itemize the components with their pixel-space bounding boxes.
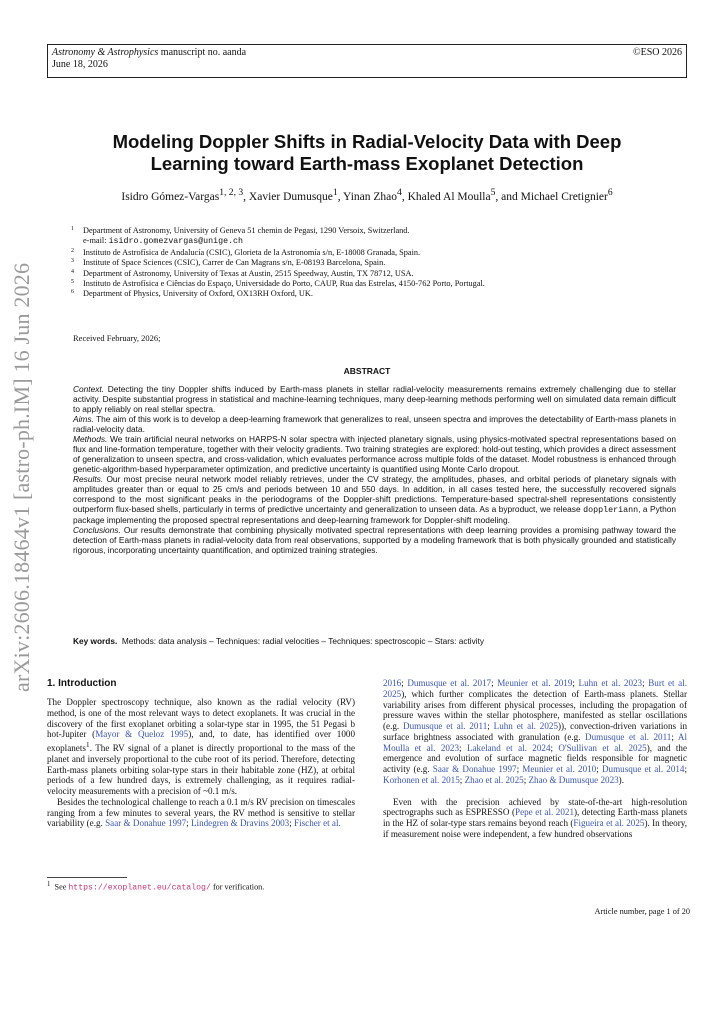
keywords-text: Methods: data analysis – Techniques: radial velocities – Techniques: spectroscopic – Stars: activity xyxy=(121,636,485,646)
affiliation-number: 3 xyxy=(71,258,74,265)
methods-text: We train artificial neural networks on HARPS-N solar spectra with injected planetary signals, using physics-motivated spectral representations based on flux and line-formation temperature, together with their velocity gradients. Two training strategies are explored: hold-out testing, which provides a direct assessment of generalization to unseen spectra, and cross-validation, which evaluates performance across multiple folds of the dataset. Model robustness is enhanced through genetic-algorithm-based hyperparameter optimization, and predictive uncertainty is quantified using Monte Carlo dropout. xyxy=(73,434,676,474)
citation-link[interactable]: Lindegren & Dravins 2003 xyxy=(190,818,290,829)
paragraph: 2016; Dumusque et al. 2017; Meunier et al. 2019; Luhn et al. 2023; Burt et al. 2025), which further complicates the detection of Earth-mass planets. Stellar variability arises from different physical processes, including the propagation of pressure waves within the stellar photosphere, manifested as stellar oscillations (e.g. Dumusque et al. 2011; Luhn et al. 2025)), convection-driven variations in surface brightness associated with granulation (e.g. Dumusque et al. 2011; Al Moulla et al. 2023; Lakeland et al. 2024; O'Sullivan et al. 2025), and the emergence and evolution of surface magnetic fields responsible for magnetic activity (e.g. Saar & Donahue 1997; Meunier et al. 2010; Dumusque et al. 2014; Korhonen et al. 2015; Zhao et al. 2025; Zhao & Dumusque 2023). xyxy=(383,678,688,785)
citation-link[interactable]: Mayor & Queloz 1995 xyxy=(95,729,189,740)
citation-link[interactable]: Korhonen et al. 2015 xyxy=(383,774,460,785)
text: Besides the technological challenge to reach a 0.1 m/s RV precision on timescales ranging from a few minutes to several years, the RV method is sensitive to stellar variability (e.g. xyxy=(47,796,355,829)
affiliation-number: 5 xyxy=(71,279,74,286)
results-label: Results. xyxy=(73,474,104,484)
text: ). In theory, if measurement noise were independent, a few hundred observations xyxy=(383,818,687,839)
affiliations xyxy=(73,226,673,300)
journal-header xyxy=(47,44,687,78)
header-date: June 18, 2026 xyxy=(52,59,108,70)
methods-label: Methods. xyxy=(73,434,108,444)
results-text-end: , a Python package implementing the proposed spectral representations and deep-learning framework for Doppler-shift modeling. xyxy=(73,504,676,525)
citation-link[interactable]: Zhao & Dumusque 2023 xyxy=(528,774,619,785)
author-name: Xavier Dumusque xyxy=(248,190,333,203)
author-affil: 4 xyxy=(397,187,402,198)
citation-link[interactable]: Al Moulla et al. 2023 xyxy=(383,731,687,753)
citation-link[interactable]: Figueira et al. 2025 xyxy=(573,818,645,828)
affiliation-email xyxy=(73,236,673,247)
copyright: ©ESO 2026 xyxy=(633,47,682,58)
text: ), which further complicates the detection of Earth-mass planets. Stellar variability arises from different physical processes, including the propagation of pressure waves within the stellar photosphere, manifested as stellar oscillations (e.g. xyxy=(383,688,687,731)
footnote-number: 1 xyxy=(47,881,51,888)
paragraph xyxy=(47,797,355,829)
author-affil: 6 xyxy=(607,187,613,198)
text: ). xyxy=(618,774,624,785)
author-name: Isidro Gómez-Vargas xyxy=(121,190,220,203)
affiliation-text: Instituto de Astrofísica de Andalucía (CSIC), Glorieta de la Astronomía s/n, E-18008 Granada, Spain. xyxy=(83,247,421,257)
citation-link[interactable]: Pepe et al. 2021 xyxy=(515,807,574,818)
affiliation-text: Instituto de Astrofísica e Ciências do Espaço, Universidade do Porto, CAUP, Rua das Estrelas, 4150-762 Porto, Portugal. xyxy=(83,279,485,289)
author-name: Michael Cretignier xyxy=(520,190,608,203)
citation-link[interactable]: Saar & Donahue 1997 xyxy=(105,818,187,829)
abstract-methods xyxy=(73,434,676,474)
abstract-aims xyxy=(73,414,676,434)
author-affil: 5 xyxy=(490,187,496,198)
text: ), detecting Earth-mass planets in the HZ of solar-type stars remains beyond reach ( xyxy=(383,807,687,828)
affiliation-number: 1 xyxy=(71,226,74,232)
header-left xyxy=(52,47,246,71)
footnote-url-link[interactable]: https://exoplanet.eu/catalog/ xyxy=(68,883,211,893)
citation-link[interactable]: Saar & Donahue 1997 xyxy=(432,764,517,774)
email-link[interactable]: isidro.gomezvargas@unige.ch xyxy=(108,237,244,247)
package-name: doppleriann xyxy=(583,505,639,515)
citation-link[interactable]: Fischer et al. xyxy=(294,818,341,829)
text: ; xyxy=(186,818,191,829)
citation-link[interactable]: Burt et al. 2025 xyxy=(383,678,687,699)
citation-link[interactable]: Dumusque et al. 2014 xyxy=(601,764,685,774)
received-date: Received February, 2026; xyxy=(73,333,161,343)
paper-title xyxy=(60,131,674,175)
affiliation-number: 4 xyxy=(71,268,74,275)
footnote xyxy=(47,881,355,893)
citation-link[interactable]: Meunier et al. 2019 xyxy=(497,678,573,688)
conclusions-text: Our results demonstrate that combining physically motivated spectral representations with deep learning provides a promising pathway toward the detection of Earth-mass planets in radial-velocity data from real observations, supported by a modeling framework that is both physically grounded and statistically rigorous, incorporating uncertainty quantification, and optimized training strategies. xyxy=(73,525,676,555)
email-label: e-mail: xyxy=(83,236,109,246)
journal-name: Astronomy & Astrophysics xyxy=(52,47,159,58)
text: )), convection-driven variations in surface brightness associated with granulation (e.g. xyxy=(383,721,687,742)
affiliation xyxy=(73,226,673,236)
citation-link[interactable]: Meunier et al. 2010 xyxy=(522,764,597,774)
citation-link[interactable]: Lakeland et al. 2024 xyxy=(466,742,551,753)
citation-link[interactable]: Dumusque et al. 2011 xyxy=(585,731,672,742)
affiliation xyxy=(73,289,673,299)
affiliation-text: Department of Astronomy, University of Texas at Austin, 2515 Speedway, Austin, TX 78712, USA. xyxy=(83,268,414,278)
citation-link[interactable]: Dumusque et al. 2017 xyxy=(407,678,492,688)
title-line-2: Learning toward Earth-mass Exoplanet Detection xyxy=(150,153,584,174)
citation-link[interactable]: Zhao et al. 2025 xyxy=(464,774,524,785)
text: Even with the precision achieved by state-of-the-art high-resolution spectrographs such as ESPRESSO ( xyxy=(383,796,687,818)
affiliation xyxy=(73,248,673,258)
page-number: Article number, page 1 of 20 xyxy=(594,907,690,916)
citation-link[interactable]: Luhn et al. 2023 xyxy=(578,678,643,688)
author-separator: , and xyxy=(495,190,521,203)
affiliation-text: Institute of Space Sciences (CSIC), Carrer de Can Magrans s/n, E-08193 Barcelona, Spain. xyxy=(83,258,386,268)
abstract-context xyxy=(73,384,676,414)
author-affil: 1 xyxy=(332,187,338,198)
context-text: Detecting the tiny Doppler shifts induced by Earth-mass planets in stellar radial-velocity measurements remains extremely challenging due to stellar activity. Despite substantial progress in statistical and machine-learning techniques, many deep-learning methods performing well on simulated data remain difficult to apply reliably on real stellar spectra. xyxy=(73,384,676,414)
abstract-heading: ABSTRACT xyxy=(343,366,391,376)
paragraph xyxy=(47,697,355,797)
abstract-results xyxy=(73,474,676,525)
text: The Doppler spectroscopy technique, also known as the radial velocity (RV) method, is one of the most relevant ways to detect exoplanets. It was crucial in the discovery of the first exoplanet orbiting a solar-type star in 1995, the 51 Pegasi b hot-Jupiter ( xyxy=(47,697,355,740)
affiliation-text: Department of Physics, University of Oxford, OX13RH Oxford, UK. xyxy=(83,289,313,299)
citation-link[interactable]: Dumusque et al. 2011 xyxy=(403,721,488,731)
conclusions-label: Conclusions. xyxy=(73,525,121,535)
affiliation xyxy=(73,269,673,279)
aims-text: The aim of this work is to develop a deep-learning framework that generalizes to real, unseen spectra and improves the detectability of Earth-mass planets in radial-velocity data. xyxy=(73,414,676,434)
footnote-text-end: for verification. xyxy=(210,882,265,892)
results-text: Our most precise neural network model reliably retrieves, under the CV strategy, the amplitudes, phases, and orbital periods of planetary signals with amplitudes greater than or equal to 25 cm/s and periods between 10 and 550 days. In addition, in all cases tested here, the successfully recovered signals correspond to the most significant peaks in the periodograms of the Doppler-shift predictions. Temperature-based spectral-shell representations consistently outperform flux-based shells, particularly in terms of predictive uncertainty and generalization to unseen data. As a byproduct, we release xyxy=(73,474,676,514)
right-column xyxy=(383,678,687,840)
affiliation-text: Department of Astronomy, University of Geneva 51 chemin de Pegasi, 1290 Versoix, Switzerland. xyxy=(83,226,410,235)
author-separator: , xyxy=(243,190,249,203)
author-name: Yinan Zhao xyxy=(343,190,398,203)
affiliation xyxy=(73,258,673,268)
affiliation-number: 2 xyxy=(71,247,74,254)
abstract-body xyxy=(73,384,676,555)
author-list xyxy=(60,187,674,203)
citation-link[interactable]: 2016 xyxy=(383,678,402,688)
citation-link[interactable]: Luhn et al. 2025 xyxy=(493,721,558,731)
text: ), and the emergence and evolution of surface magnetic fields responsible for magnetic activity (e.g. xyxy=(383,742,687,774)
section-heading-introduction: 1. Introduction xyxy=(47,678,117,689)
citation-link[interactable]: O'Sullivan et al. 2025 xyxy=(558,742,647,753)
title-line-1: Modeling Doppler Shifts in Radial-Velocity Data with Deep xyxy=(112,131,622,152)
keywords xyxy=(73,636,676,646)
author-affil: 1, 2, 3 xyxy=(219,187,244,198)
keywords-label: Key words. xyxy=(73,636,118,646)
affiliation-number: 6 xyxy=(71,289,74,296)
author-separator: , xyxy=(337,190,344,203)
context-label: Context. xyxy=(73,384,105,394)
text: . The RV signal of a planet is directly proportional to the mass of the planet and inversely proportional to the cube root of its period. Therefore, detecting Earth-mass planets orbiting solar-type stars in their habitable zone (HZ), at orbital periods of a few hundred days, is extremely challenging, as it requires radial-velocity measurements with a precision of ~0.1 m/s. xyxy=(47,743,355,797)
text: ), and, to date, has identified over 1000 exoplanets xyxy=(47,729,355,754)
abstract-conclusions xyxy=(73,525,676,555)
author-name: Khaled Al Moulla xyxy=(407,190,491,203)
arxiv-stamp-text: arXiv:2606.18464v1 [astro-ph.IM] 16 Jun 2026 xyxy=(9,262,34,692)
left-column xyxy=(47,697,355,829)
footnote-rule xyxy=(47,877,127,878)
aims-label: Aims. xyxy=(73,414,94,424)
author-separator: , xyxy=(401,190,408,203)
footnote-marker[interactable]: 1 xyxy=(85,740,90,749)
paragraph xyxy=(383,797,687,840)
affiliation xyxy=(73,279,673,289)
text: ; xyxy=(289,818,295,829)
footnote-text: See xyxy=(54,882,69,892)
manuscript-id: manuscript no. aanda xyxy=(158,47,247,58)
arxiv-stamp xyxy=(6,262,38,692)
